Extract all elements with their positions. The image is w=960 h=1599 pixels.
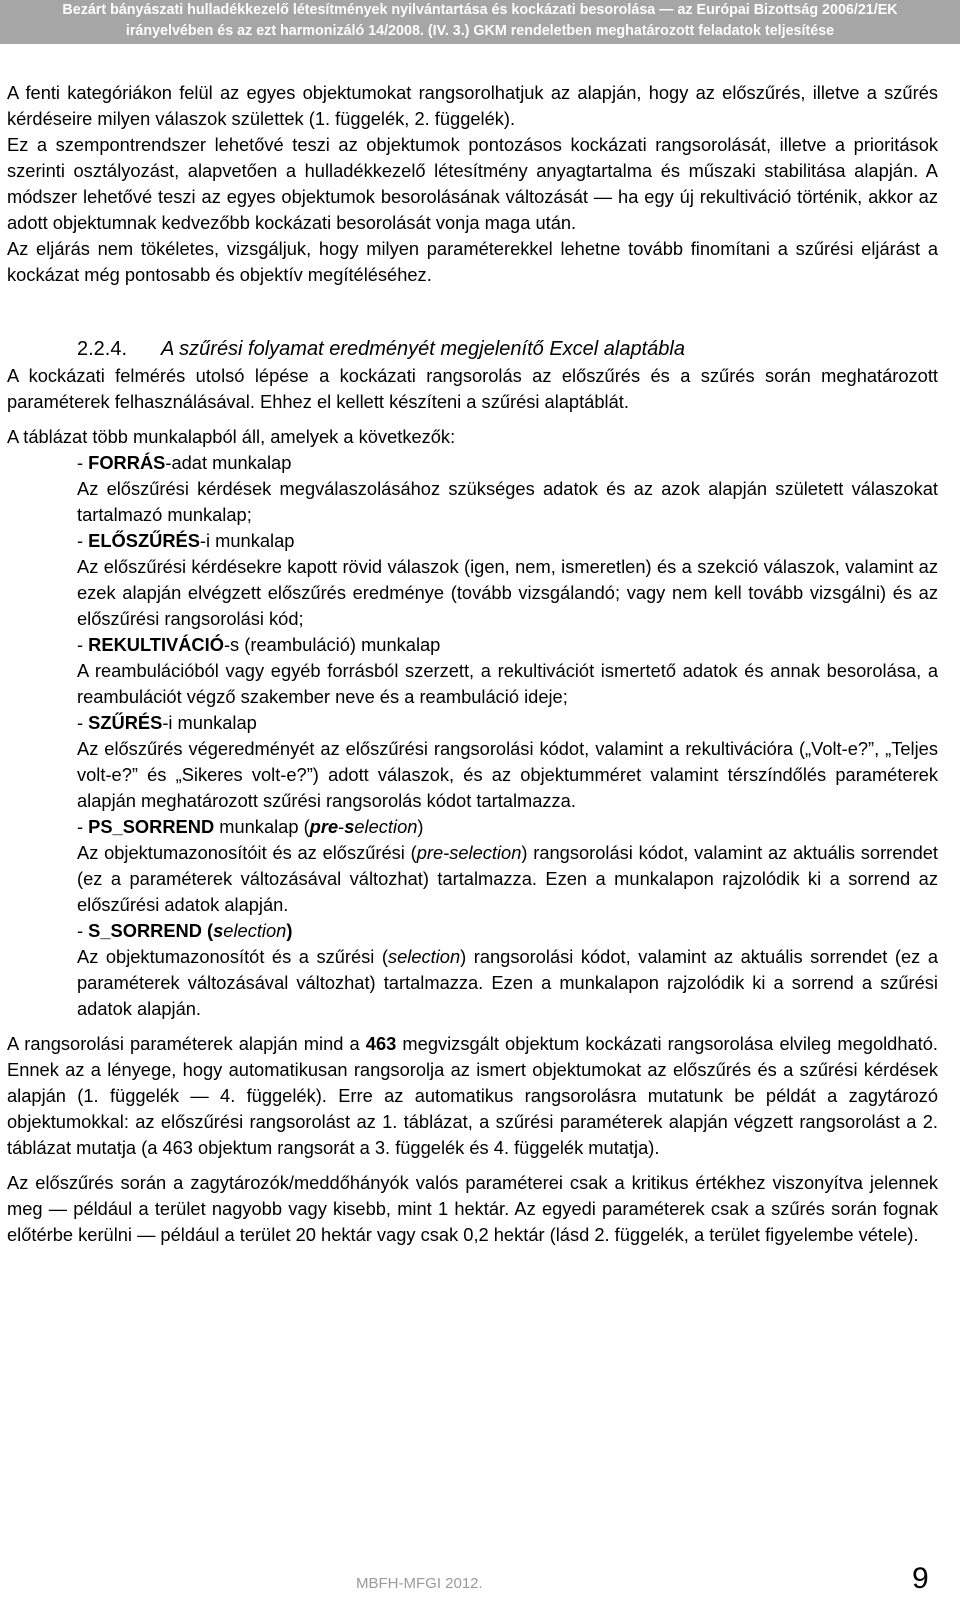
paragraph-limitations: Az eljárás nem tökéletes, vizsgáljuk, hogy milyen paraméterekkel lehetne tovább finomítani a szűrési eljárást a kockázat még pontosabb és objektív megítéléséhez. [7, 238, 938, 285]
sheet-suffix: -s (reambuláció) munkalap [223, 634, 441, 655]
desc-part: ) rangsorolási kódot, valamint az aktuális sorrendet (ez a paraméterek változásával változhat) tartalmazza. Ezen a munkalapon rajzolódik ki a sorrend a szűrési adatok alapján. [77, 946, 938, 1019]
sheet-desc-forras: Az előszűrési kérdések megválaszolásához szükséges adatok és az azok alapján született válaszokat tartalmazó munkalap; [77, 478, 938, 525]
page-body [7, 80, 938, 1248]
sheet-term-s: s [344, 816, 355, 837]
running-header [0, 0, 960, 44]
sheet-desc-eloszures: Az előszűrési kérdésekre kapott rövid válaszok (igen, nem, ismeretlen) és a szekció válaszok, valamint az ezek alapján elvégzett előszűrés eredménye (tovább vizsgálandó; vagy nem kell tovább vizsgálni) és az előszűrési rangsorolási kód; [77, 556, 938, 629]
sheet-name: FORRÁS [88, 452, 166, 473]
sheet-item-eloszures [77, 528, 938, 554]
sheet-desc-rekultivacio: A reambulációból vagy egyéb forrásból szerzett, a rekultivációt ismertető adatok és annak besorolása, a reambulációt végző szakember neve és a reambuláció ideje; [77, 660, 938, 707]
desc-term: selection [387, 946, 461, 967]
sheet-item-rekultivacio [77, 632, 938, 658]
sheet-term-election: election [354, 816, 418, 837]
sheet-name: S_SORREND ( [88, 920, 214, 941]
paragraph-intro: A fenti kategóriákon felül az egyes objektumokat rangsorolhatjuk az alapján, hogy az előszűrés, illetve a szűrés kérdéseire milyen válaszok születtek (1. függelék, 2. függelék). [7, 82, 938, 129]
sheet-term-close: ) [286, 920, 293, 941]
sheet-term-dash: - [338, 816, 345, 837]
section-number: 2.2.4. [77, 338, 128, 360]
object-count: 463 [365, 1033, 397, 1054]
sheet-suffix: -i munkalap [162, 712, 257, 733]
page-number: 9 [912, 1562, 929, 1595]
sheet-item-forras [77, 450, 938, 476]
sheet-suffix: -i munkalap [199, 530, 295, 551]
sheet-item-ps-sorrend [77, 814, 938, 840]
sheet-name: REKULTIVÁCIÓ [88, 634, 224, 655]
sheet-item-s-sorrend [77, 918, 938, 944]
bullet-dash: - [77, 452, 89, 473]
header-line-2: irányelvében és az ezt harmonizáló 14/2008. (IV. 3.) GKM rendeletben meghatározott feladatok teljesítése [125, 23, 835, 39]
sheet-item-szures [77, 710, 938, 736]
text-part: A rangsorolási paraméterek alapján mind a [7, 1033, 366, 1054]
sheet-suffix: munkalap ( [214, 816, 310, 837]
paragraph-final-step: A kockázati felmérés utolsó lépése a kockázati rangsorolás az előszűrés és a szűrés során meghatározott paraméterek felhasználásával. Ehhez el kellett készíteni a szűrési alaptáblát. [7, 365, 938, 412]
sheet-desc-szures: Az előszűrés végeredményét az előszűrési rangsorolási kódot, valamint a rekultivációra („Volt-e?”, „Teljes volt-e?” és „Sikeres volt-e?”) adott válaszok, és az objektumméret valamint térszíndőlés paraméterek alapján meghatározott szűrési rangsorolás kódot tartalmazza. [77, 738, 938, 811]
paragraph-parameters: Az előszűrés során a zagytározók/meddőhányók valós paraméterei csak a kritikus értékhez viszonyítva jelennek meg — például a terület nagyobb vagy kisebb, mint 1 hektár. Az egyedi paraméterek csak a szűrés során fognak előtérbe kerülni — például a terület 20 hektár vagy csak 0,2 hektár (lásd 2. függelék, a terület figyelembe vétele). [7, 1172, 938, 1245]
sheet-term-close: ) [417, 816, 424, 837]
sheet-desc-s-sorrend [77, 944, 938, 1022]
sheet-desc-ps-sorrend [77, 840, 938, 918]
bullet-dash: - [77, 816, 89, 837]
text-part: megvizsgált objektum kockázati rangsorolása elvileg megoldható. Ennek az a lényege, hogy automatikusan rangsorolja az ismert objektumokat az előszűrés és a szűrési kérdések alapján (1. függelék — 4. függelék). Erre az automatikus rangsorolásra mutatunk be példát a zagytározó objektumokkal: az előszűrési rangsorolást az 1. táblázat, a szűrési paraméterek alapján végzett rangsorolást a 2. táblázat mutatja (a 463 objektum rangsorát a 3. függelék és 4. függelék mutatja). [7, 1033, 938, 1158]
sheet-name: ELŐSZŰRÉS [88, 530, 200, 551]
bullet-dash: - [77, 712, 89, 733]
footer-code: MBFH-MFGI 2012. [356, 1575, 483, 1592]
bullet-dash: - [77, 530, 89, 551]
sheet-name: PS_SORREND [88, 816, 215, 837]
desc-part: ) rangsorolási kódot, valamint az aktuális sorrendet (ez a paraméterek változásával változhat) tartalmazza. Ezen a munkalapon rajzolódik ki a sorrend az előszűrési adatok alapján. [77, 842, 938, 915]
paragraph-scoring: Ez a szempontrendszer lehetővé teszi az objektumok pontozásos kockázati rangsorolását, illetve a prioritások szerinti osztályozást, alapvetően a hulladékkezelő létesítmény anyagtartalma és műszaki stabilitása alapján. A módszer lehetővé teszi az egyes objektumok besorolásának változását — ha egy új rekultiváció történik, akkor az adott objektumnak kedvezőbb kockázati besorolását vonja maga után. [7, 134, 938, 233]
paragraph-ranking [7, 1031, 938, 1161]
section-heading [77, 335, 938, 363]
desc-part: Az objektumazonosítót és a szűrési ( [77, 946, 388, 967]
sheet-term-s: s [213, 920, 224, 941]
paragraph-worksheets-intro: A táblázat több munkalapból áll, amelyek a következők: [7, 426, 456, 447]
sheet-term-pre: pre [309, 816, 339, 837]
sheet-term-election: election [223, 920, 287, 941]
bullet-dash: - [77, 920, 89, 941]
header-line-1: Bezárt bányászati hulladékkezelő létesítmények nyilvántartása és kockázati besorolása — az Európai Bizottság 2006/21/EK [62, 2, 898, 18]
bullet-dash: - [77, 634, 89, 655]
desc-term: pre-selection [416, 842, 522, 863]
sheet-name: SZŰRÉS [88, 712, 163, 733]
desc-part: Az objektumazonosítóit és az előszűrési ( [77, 842, 417, 863]
section-title: A szűrési folyamat eredményét megjelenítő Excel alaptábla [161, 338, 685, 360]
sheet-suffix: -adat munkalap [165, 452, 292, 473]
